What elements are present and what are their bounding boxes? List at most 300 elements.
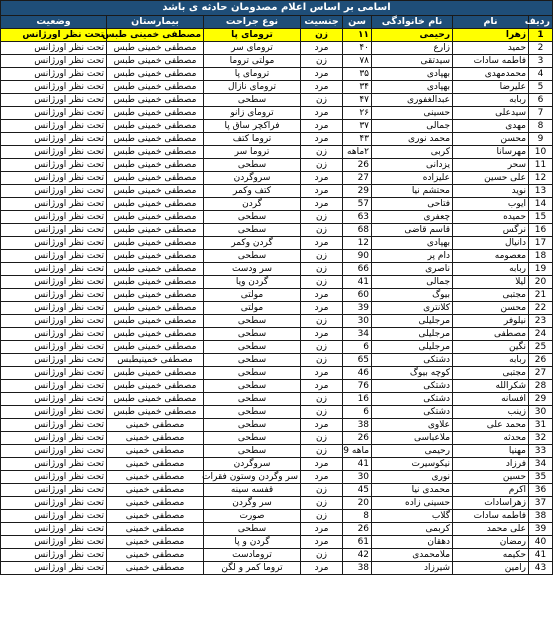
cell-family[interactable]: حسینی: [372, 107, 453, 120]
cell-gender[interactable]: مرد: [301, 120, 343, 133]
table-row[interactable]: [1, 432, 553, 445]
cell-family[interactable]: رحیمی: [372, 445, 453, 458]
cell-gender[interactable]: مرد: [301, 367, 343, 380]
cell-status[interactable]: تحت نظر اورژانس: [1, 172, 107, 185]
cell-gender[interactable]: زن: [301, 510, 343, 523]
cell-gender[interactable]: زن: [301, 250, 343, 263]
table-row[interactable]: [1, 159, 553, 172]
cell-age[interactable]: 12: [343, 237, 372, 250]
cell-age[interactable]: 38: [343, 562, 372, 575]
cell-idx[interactable]: 27: [529, 367, 553, 380]
cell-name[interactable]: مصطفی: [453, 328, 529, 341]
cell-idx[interactable]: 29: [529, 393, 553, 406]
cell-hospital[interactable]: مصطفی خمینی: [107, 471, 204, 484]
cell-gender[interactable]: مرد: [301, 42, 343, 55]
cell-name[interactable]: فاطمه سادات: [453, 55, 529, 68]
cell-injury[interactable]: سطحی: [204, 393, 301, 406]
cell-gender[interactable]: مرد: [301, 68, 343, 81]
cell-family[interactable]: محمدی نیا: [372, 484, 453, 497]
cell-status[interactable]: تحت نظر اورژانس: [1, 354, 107, 367]
cell-age[interactable]: 42: [343, 549, 372, 562]
cell-gender[interactable]: زن: [301, 94, 343, 107]
cell-hospital[interactable]: مصطفی خمینی طبس: [107, 94, 204, 107]
cell-family[interactable]: گلاب: [372, 510, 453, 523]
cell-age[interactable]: 39: [343, 302, 372, 315]
cell-status[interactable]: تحت نظر اورژانس: [1, 42, 107, 55]
cell-injury[interactable]: تروما سر: [204, 146, 301, 159]
table-row[interactable]: [1, 315, 553, 328]
cell-hospital[interactable]: مصطفی خمینی طبس: [107, 42, 204, 55]
cell-idx[interactable]: 19: [529, 263, 553, 276]
cell-injury[interactable]: سطحی: [204, 445, 301, 458]
cell-injury[interactable]: سطحی: [204, 159, 301, 172]
cell-idx[interactable]: 28: [529, 380, 553, 393]
cell-injury[interactable]: تروما کمر و لگن: [204, 562, 301, 575]
cell-injury[interactable]: سطحی: [204, 523, 301, 536]
cell-gender[interactable]: مرد: [301, 562, 343, 575]
cell-family[interactable]: یزدانی: [372, 159, 453, 172]
cell-status[interactable]: تحت نظر اورژانس: [1, 302, 107, 315]
cell-injury[interactable]: ترومای پا: [204, 29, 301, 42]
cell-injury[interactable]: مولتی: [204, 302, 301, 315]
cell-age[interactable]: ۱۱: [343, 29, 372, 42]
cell-idx[interactable]: 21: [529, 289, 553, 302]
cell-idx[interactable]: 9: [529, 133, 553, 146]
cell-hospital[interactable]: مصطفی خمینی طبس: [107, 120, 204, 133]
cell-family[interactable]: چعفری: [372, 211, 453, 224]
cell-gender[interactable]: مرد: [301, 536, 343, 549]
cell-age[interactable]: 8: [343, 510, 372, 523]
cell-gender[interactable]: زن: [301, 224, 343, 237]
cell-status[interactable]: تحت نظر اورژانس: [1, 471, 107, 484]
cell-family[interactable]: دشتکی: [372, 354, 453, 367]
cell-hospital[interactable]: مصطفی خمینی طبس: [107, 198, 204, 211]
cell-injury[interactable]: سر وگردن: [204, 497, 301, 510]
cell-name[interactable]: محسن: [453, 302, 529, 315]
cell-hospital[interactable]: مصطفی خمینی طبس: [107, 68, 204, 81]
cell-age[interactable]: 90: [343, 250, 372, 263]
cell-gender[interactable]: مرد: [301, 419, 343, 432]
table-row[interactable]: [1, 367, 553, 380]
cell-idx[interactable]: 25: [529, 341, 553, 354]
cell-idx[interactable]: 2: [529, 42, 553, 55]
cell-gender[interactable]: زن: [301, 497, 343, 510]
cell-family[interactable]: علاوی: [372, 419, 453, 432]
cell-hospital[interactable]: مصطفی خمینی: [107, 549, 204, 562]
table-row[interactable]: [1, 406, 553, 419]
cell-age[interactable]: 45: [343, 484, 372, 497]
cell-injury[interactable]: سطحی: [204, 315, 301, 328]
cell-idx[interactable]: 31: [529, 419, 553, 432]
cell-family[interactable]: کلانتری: [372, 302, 453, 315]
cell-family[interactable]: قاسم قاضی: [372, 224, 453, 237]
cell-injury[interactable]: ترومای سر: [204, 42, 301, 55]
cell-name[interactable]: محسن: [453, 133, 529, 146]
cell-age[interactable]: 16: [343, 393, 372, 406]
cell-injury[interactable]: سطحی: [204, 341, 301, 354]
cell-idx[interactable]: 33: [529, 445, 553, 458]
cell-family[interactable]: ملاعباسی: [372, 432, 453, 445]
cell-idx[interactable]: 36: [529, 484, 553, 497]
cell-status[interactable]: تحت نظر اورژانس: [1, 211, 107, 224]
cell-status[interactable]: تحت نظر اورژانس: [1, 432, 107, 445]
cell-hospital[interactable]: مصطفی خمینی: [107, 445, 204, 458]
cell-age[interactable]: 66: [343, 263, 372, 276]
cell-idx[interactable]: 11: [529, 159, 553, 172]
cell-hospital[interactable]: مصطفی خمینی: [107, 497, 204, 510]
cell-gender[interactable]: مرد: [301, 458, 343, 471]
cell-age[interactable]: ۴۷: [343, 94, 372, 107]
cell-injury[interactable]: سطحی: [204, 328, 301, 341]
cell-idx[interactable]: 40: [529, 536, 553, 549]
cell-age[interactable]: ماهه 9: [343, 445, 372, 458]
cell-name[interactable]: ربابه: [453, 263, 529, 276]
cell-age[interactable]: 30: [343, 471, 372, 484]
cell-status[interactable]: تحت نظر اورژانس: [1, 562, 107, 575]
table-row[interactable]: [1, 146, 553, 159]
table-row[interactable]: [1, 120, 553, 133]
table-row[interactable]: [1, 289, 553, 302]
cell-injury[interactable]: گردن ویا: [204, 276, 301, 289]
table-row[interactable]: [1, 393, 553, 406]
cell-injury[interactable]: گردن و پا: [204, 536, 301, 549]
cell-status[interactable]: تحت نظر اورژانس: [1, 146, 107, 159]
cell-family[interactable]: محتشم نیا: [372, 185, 453, 198]
table-row[interactable]: [1, 198, 553, 211]
cell-injury[interactable]: سطحی: [204, 250, 301, 263]
cell-hospital[interactable]: مصطفی خمینی طبس: [107, 406, 204, 419]
cell-idx[interactable]: 26: [529, 354, 553, 367]
cell-idx[interactable]: 22: [529, 302, 553, 315]
cell-hospital[interactable]: مصطفی خمینی طبس: [107, 211, 204, 224]
cell-gender[interactable]: زن: [301, 263, 343, 276]
cell-family[interactable]: بیوگ: [372, 289, 453, 302]
table-row[interactable]: [1, 211, 553, 224]
cell-status[interactable]: تحت نظر اورژانس: [1, 536, 107, 549]
cell-idx[interactable]: 34: [529, 458, 553, 471]
cell-gender[interactable]: زن: [301, 549, 343, 562]
cell-injury[interactable]: گردن: [204, 198, 301, 211]
cell-status[interactable]: تحت نظر اورژانس: [1, 94, 107, 107]
cell-idx[interactable]: 20: [529, 276, 553, 289]
cell-injury[interactable]: سطحی: [204, 406, 301, 419]
cell-gender[interactable]: زن: [301, 159, 343, 172]
cell-status[interactable]: تحت نظر اورژانس: [1, 224, 107, 237]
cell-status[interactable]: تحت نظر اورژانس: [1, 55, 107, 68]
cell-injury[interactable]: مولتی: [204, 289, 301, 302]
cell-name[interactable]: افسانه: [453, 393, 529, 406]
cell-injury[interactable]: سطحی: [204, 211, 301, 224]
cell-hospital[interactable]: مصطفی خمینی طبس: [107, 107, 204, 120]
cell-hospital[interactable]: مصطفی خمینی طبس: [107, 146, 204, 159]
cell-injury[interactable]: تروما کتف: [204, 133, 301, 146]
cell-name[interactable]: ایوب: [453, 198, 529, 211]
cell-hospital[interactable]: مصطفی خمینی: [107, 484, 204, 497]
cell-status[interactable]: تحت نظر اورژانس: [1, 315, 107, 328]
cell-name[interactable]: نیلوفر: [453, 315, 529, 328]
cell-age[interactable]: 29: [343, 185, 372, 198]
cell-idx[interactable]: 24: [529, 328, 553, 341]
cell-age[interactable]: ۷۸: [343, 55, 372, 68]
cell-gender[interactable]: زن: [301, 29, 343, 42]
table-row[interactable]: [1, 172, 553, 185]
cell-name[interactable]: رامین: [453, 562, 529, 575]
cell-name[interactable]: فاطمه سادات: [453, 510, 529, 523]
cell-name[interactable]: علی حسین: [453, 172, 529, 185]
table-row[interactable]: [1, 81, 553, 94]
cell-status[interactable]: تحت نظر اورژانس: [1, 419, 107, 432]
cell-family[interactable]: محمد نوری: [372, 133, 453, 146]
cell-status[interactable]: تحت نظر اورژانس: [1, 237, 107, 250]
cell-status[interactable]: تحت نظر اورژانس: [1, 198, 107, 211]
cell-hospital[interactable]: مصطفی خمینی طبس: [107, 367, 204, 380]
cell-family[interactable]: دهقان: [372, 536, 453, 549]
cell-family[interactable]: سیدتقی: [372, 55, 453, 68]
cell-age[interactable]: 38: [343, 419, 372, 432]
cell-family[interactable]: جمالی: [372, 276, 453, 289]
cell-idx[interactable]: 15: [529, 211, 553, 224]
cell-idx[interactable]: 18: [529, 250, 553, 263]
cell-injury[interactable]: ترومای زانو: [204, 107, 301, 120]
cell-hospital[interactable]: مصطفی خمینی طبس: [107, 393, 204, 406]
table-row[interactable]: [1, 42, 553, 55]
cell-gender[interactable]: مرد: [301, 81, 343, 94]
table-row[interactable]: [1, 354, 553, 367]
cell-hospital[interactable]: مصطفی خمینیطبس: [107, 354, 204, 367]
cell-injury[interactable]: مولتی تروما: [204, 55, 301, 68]
table-row[interactable]: [1, 419, 553, 432]
cell-family[interactable]: فتاحی: [372, 198, 453, 211]
cell-family[interactable]: عبدالغفوری: [372, 94, 453, 107]
cell-injury[interactable]: سروگردن: [204, 458, 301, 471]
cell-gender[interactable]: زن: [301, 276, 343, 289]
cell-family[interactable]: مرجلیلی: [372, 328, 453, 341]
cell-name[interactable]: سیدعلی: [453, 107, 529, 120]
cell-age[interactable]: 46: [343, 367, 372, 380]
cell-idx[interactable]: 6: [529, 94, 553, 107]
cell-idx[interactable]: 16: [529, 224, 553, 237]
cell-idx[interactable]: 7: [529, 107, 553, 120]
cell-age[interactable]: ۳۴: [343, 81, 372, 94]
cell-hospital[interactable]: مصطفی خمینی طبس: [107, 380, 204, 393]
cell-status[interactable]: تحت نظر اورژانس: [1, 458, 107, 471]
cell-age[interactable]: 41: [343, 276, 372, 289]
cell-status[interactable]: تحت نظر اورژانس: [1, 445, 107, 458]
cell-idx[interactable]: 3: [529, 55, 553, 68]
cell-hospital[interactable]: مصطفی خمینی: [107, 562, 204, 575]
cell-hospital[interactable]: مصطفی خمینی طبس: [107, 185, 204, 198]
cell-hospital[interactable]: مصطفی خمینی: [107, 536, 204, 549]
cell-idx[interactable]: 38: [529, 510, 553, 523]
cell-idx[interactable]: 30: [529, 406, 553, 419]
cell-idx[interactable]: 13: [529, 185, 553, 198]
table-row[interactable]: [1, 458, 553, 471]
table-row[interactable]: [1, 471, 553, 484]
cell-idx[interactable]: 12: [529, 172, 553, 185]
cell-status[interactable]: تحت نظر اورژانس: [1, 328, 107, 341]
cell-status[interactable]: تحت نظر اورژانس: [1, 289, 107, 302]
cell-name[interactable]: محدثه: [453, 432, 529, 445]
cell-idx[interactable]: 32: [529, 432, 553, 445]
cell-injury[interactable]: ترومای نازال: [204, 81, 301, 94]
cell-family[interactable]: مرجلیلی: [372, 315, 453, 328]
cell-hospital[interactable]: مصطفی خمینی طبس: [107, 263, 204, 276]
cell-gender[interactable]: زن: [301, 406, 343, 419]
cell-name[interactable]: ربابه: [453, 354, 529, 367]
cell-family[interactable]: کوچه بیوگ: [372, 367, 453, 380]
cell-injury[interactable]: سطحی: [204, 432, 301, 445]
cell-status[interactable]: تحت نظر اورژانس: [1, 120, 107, 133]
cell-hospital[interactable]: مصطفی خمینی طبس: [107, 224, 204, 237]
cell-name[interactable]: مجتبی: [453, 367, 529, 380]
cell-injury[interactable]: سر ودست: [204, 263, 301, 276]
cell-gender[interactable]: مرد: [301, 380, 343, 393]
table-row[interactable]: [1, 263, 553, 276]
cell-age[interactable]: 26: [343, 159, 372, 172]
cell-family[interactable]: کربی: [372, 146, 453, 159]
cell-hospital[interactable]: مصطفی خمینی: [107, 523, 204, 536]
table-row[interactable]: [1, 562, 553, 575]
cell-age[interactable]: 68: [343, 224, 372, 237]
cell-name[interactable]: شکرالله: [453, 380, 529, 393]
cell-status[interactable]: تحت نظر اورژانس: [1, 341, 107, 354]
table-row[interactable]: [1, 328, 553, 341]
cell-status[interactable]: تحت نظر اورژانس: [1, 107, 107, 120]
cell-gender[interactable]: مرد: [301, 185, 343, 198]
cell-injury[interactable]: فراکچر ساق پا: [204, 120, 301, 133]
cell-hospital[interactable]: مصطفی خمینی طبس: [107, 250, 204, 263]
cell-age[interactable]: ۴۰: [343, 42, 372, 55]
cell-name[interactable]: ربابه: [453, 94, 529, 107]
cell-gender[interactable]: زن: [301, 315, 343, 328]
cell-status[interactable]: تحت نظر اورژانس: [1, 263, 107, 276]
cell-injury[interactable]: سطحی: [204, 224, 301, 237]
cell-name[interactable]: زهراسادات: [453, 497, 529, 510]
cell-gender[interactable]: مرد: [301, 302, 343, 315]
cell-hospital[interactable]: مصطفی خمینی طبس: [107, 341, 204, 354]
cell-age[interactable]: 26: [343, 523, 372, 536]
cell-name[interactable]: محمدمهدی: [453, 68, 529, 81]
cell-status[interactable]: تحت نظر اورژانس: [1, 29, 107, 42]
table-row[interactable]: [1, 250, 553, 263]
cell-injury[interactable]: ترومای پا: [204, 68, 301, 81]
cell-name[interactable]: حکیمه: [453, 549, 529, 562]
cell-family[interactable]: زارع: [372, 42, 453, 55]
cell-name[interactable]: مجتبی: [453, 289, 529, 302]
cell-age[interactable]: 57: [343, 198, 372, 211]
cell-age[interactable]: 26: [343, 432, 372, 445]
cell-injury[interactable]: صورت: [204, 510, 301, 523]
cell-injury[interactable]: سطحی: [204, 354, 301, 367]
cell-age[interactable]: ۳۷: [343, 120, 372, 133]
cell-status[interactable]: تحت نظر اورژانس: [1, 497, 107, 510]
cell-idx[interactable]: 5: [529, 81, 553, 94]
cell-status[interactable]: تحت نظر اورژانس: [1, 406, 107, 419]
cell-status[interactable]: تحت نظر اورژانس: [1, 276, 107, 289]
cell-age[interactable]: 65: [343, 354, 372, 367]
cell-idx[interactable]: 4: [529, 68, 553, 81]
cell-hospital[interactable]: مصطفی خمینی: [107, 458, 204, 471]
cell-age[interactable]: 20: [343, 497, 372, 510]
cell-status[interactable]: تحت نظر اورژانس: [1, 367, 107, 380]
cell-age[interactable]: 61: [343, 536, 372, 549]
cell-gender[interactable]: مرد: [301, 523, 343, 536]
cell-name[interactable]: حمید: [453, 42, 529, 55]
cell-gender[interactable]: زن: [301, 445, 343, 458]
cell-idx[interactable]: 41: [529, 549, 553, 562]
cell-age[interactable]: ۴۳: [343, 133, 372, 146]
cell-gender[interactable]: مرد: [301, 328, 343, 341]
cell-hospital[interactable]: مصطفی خمینی طبس: [107, 315, 204, 328]
cell-gender[interactable]: زن: [301, 146, 343, 159]
cell-name[interactable]: زینب: [453, 406, 529, 419]
table-row[interactable]: [1, 380, 553, 393]
cell-gender[interactable]: مرد: [301, 133, 343, 146]
cell-idx[interactable]: 23: [529, 315, 553, 328]
cell-gender[interactable]: زن: [301, 354, 343, 367]
cell-age[interactable]: 6: [343, 341, 372, 354]
table-row[interactable]: [1, 55, 553, 68]
cell-status[interactable]: تحت نظر اورژانس: [1, 510, 107, 523]
cell-age[interactable]: 27: [343, 172, 372, 185]
cell-injury[interactable]: قفسه سینه: [204, 484, 301, 497]
table-row[interactable]: [1, 484, 553, 497]
table-row[interactable]: [1, 133, 553, 146]
cell-injury[interactable]: گردن وکمر: [204, 237, 301, 250]
cell-gender[interactable]: زن: [301, 432, 343, 445]
table-row[interactable]: [1, 29, 553, 42]
table-row[interactable]: [1, 497, 553, 510]
cell-gender[interactable]: مرد: [301, 107, 343, 120]
table-row[interactable]: [1, 68, 553, 81]
cell-family[interactable]: نیکوسیرت: [372, 458, 453, 471]
cell-age[interactable]: 30: [343, 315, 372, 328]
cell-idx[interactable]: 8: [529, 120, 553, 133]
cell-gender[interactable]: مرد: [301, 289, 343, 302]
cell-status[interactable]: تحت نظر اورژانس: [1, 250, 107, 263]
cell-gender[interactable]: زن: [301, 484, 343, 497]
cell-family[interactable]: دشتکی: [372, 406, 453, 419]
cell-age[interactable]: ۳۵: [343, 68, 372, 81]
cell-age[interactable]: 63: [343, 211, 372, 224]
cell-injury[interactable]: سطحی: [204, 94, 301, 107]
cell-family[interactable]: رحیمی: [372, 29, 453, 42]
cell-idx[interactable]: 10: [529, 146, 553, 159]
cell-family[interactable]: بهپادی: [372, 68, 453, 81]
cell-name[interactable]: لیلا: [453, 276, 529, 289]
cell-status[interactable]: تحت نظر اورژانس: [1, 549, 107, 562]
table-row[interactable]: [1, 185, 553, 198]
table-row[interactable]: [1, 107, 553, 120]
table-row[interactable]: [1, 276, 553, 289]
cell-injury[interactable]: کتف وکمر: [204, 185, 301, 198]
cell-name[interactable]: نرگس: [453, 224, 529, 237]
table-row[interactable]: [1, 341, 553, 354]
cell-status[interactable]: تحت نظر اورژانس: [1, 81, 107, 94]
cell-status[interactable]: تحت نظر اورژانس: [1, 159, 107, 172]
cell-family[interactable]: کربمی: [372, 523, 453, 536]
cell-name[interactable]: حمیده: [453, 211, 529, 224]
cell-hospital[interactable]: مصطفی خمینی طبس: [107, 29, 204, 42]
cell-family[interactable]: مرجلیلی: [372, 341, 453, 354]
cell-hospital[interactable]: مصطفی خمینی طبس: [107, 81, 204, 94]
table-row[interactable]: [1, 523, 553, 536]
cell-name[interactable]: معصومه: [453, 250, 529, 263]
cell-name[interactable]: علیرضا: [453, 81, 529, 94]
cell-name[interactable]: نوید: [453, 185, 529, 198]
cell-hospital[interactable]: مصطفی خمینی طبس: [107, 133, 204, 146]
cell-name[interactable]: رمضان: [453, 536, 529, 549]
